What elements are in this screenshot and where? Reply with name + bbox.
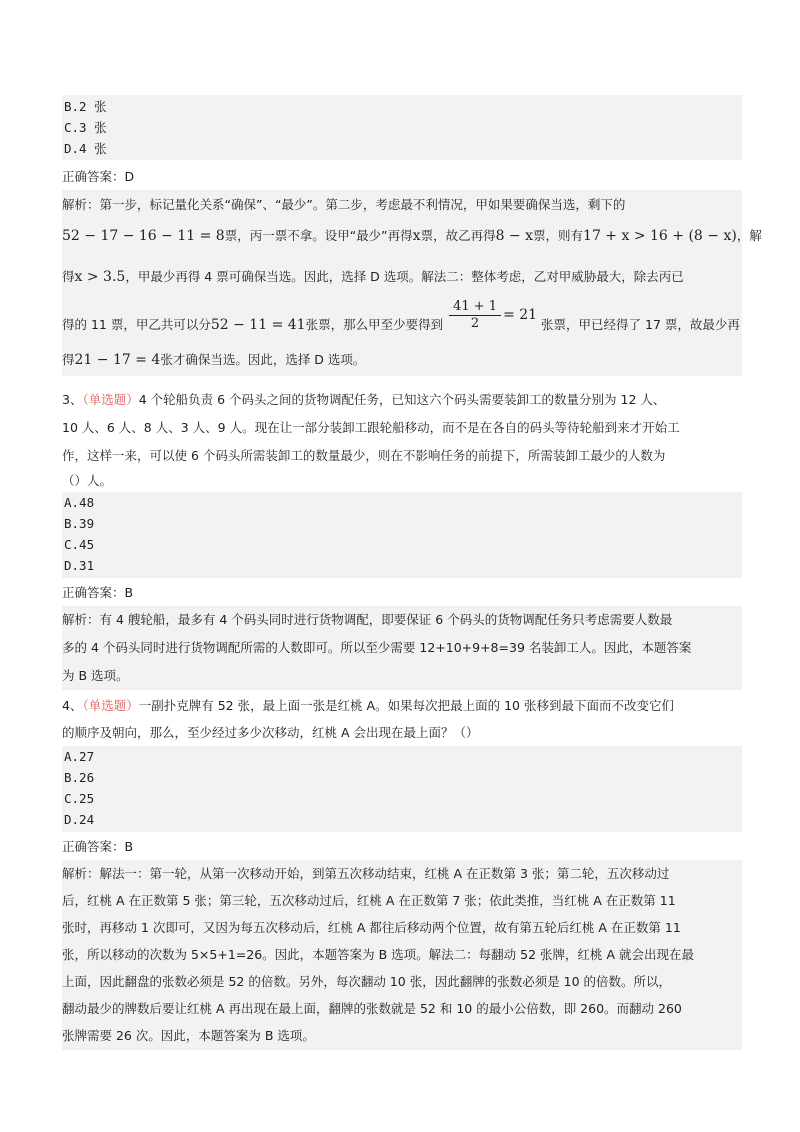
q2-analysis-line-4: 得的 11 票，甲乙共可以分52 − 11 = 41张票，那么甲至少要得到 $\frac{41 + 1}{2}$ = 21 张票，甲已经得了 17 票，故最少再 <box>62 299 740 333</box>
q4-correct-answer: 正确答案：B <box>62 839 134 854</box>
q4-option-b: B.26 <box>64 770 95 785</box>
q3-option-a: A.48 <box>64 495 95 510</box>
q2-formula-x: x <box>412 228 421 244</box>
q3-option-c: C.45 <box>64 537 95 552</box>
q4-analysis-line-4: 张，所以移动的次数为 5×5+1=26。因此，本题答案为 B 选项。解法二：每翻动 52 张牌，红桃 A 就会出现在最 <box>62 947 695 962</box>
q2-option-d: D.4 张 <box>64 141 107 156</box>
q4-number: 4、 <box>62 698 83 713</box>
q3-option-b: B.39 <box>64 516 95 531</box>
q2-formula-solution: x > 3.5 <box>74 269 126 285</box>
q3-stem-line-4: （）人。 <box>62 473 113 488</box>
q2-analysis-line-2: 52 − 17 − 16 − 11 = 8票，丙一票不拿。设甲“最少”再得x票，故乙再得8 − x票，则有17 + x > 16 + (8 − x)，解 <box>62 228 762 244</box>
q3-correct-answer: 正确答案：B <box>62 585 134 600</box>
q2-formula-needed: 21 − 17 = 4 <box>74 352 161 368</box>
q2-formula-fraction: $\frac{41 + 1}{2}$ <box>449 299 501 332</box>
q4-option-c: C.25 <box>64 791 95 806</box>
q3-analysis-line-1: 解析：有 4 艘轮船，最多有 4 个码头同时进行货物调配，即要保证 6 个码头的货物调配任务只考虑需要人数最 <box>62 612 673 627</box>
q4-analysis-line-3: 张时，再移动 1 次即可，又因为每五次移动后，红桃 A 都往后移动两个位置，故有第五轮后红桃 A 在正数第 11 <box>62 920 681 935</box>
q2-formula-inequality: 17 + x > 16 + (8 − x) <box>583 228 737 244</box>
q4-stem <box>62 692 742 746</box>
q4-analysis-line-6: 翻动最少的牌数后要让红桃 A 再出现在最上面，翻牌的张数就是 52 和 10 的最小公倍数，即 260。而翻动 260 <box>62 1001 682 1016</box>
q2-correct-answer: 正确答案：D <box>62 169 135 184</box>
q3-analysis-line-3: 为 B 选项。 <box>62 668 129 683</box>
q2-option-b: B.2 张 <box>64 99 107 114</box>
q4-analysis-line-1: 解析：解法一：第一轮，从第一次移动开始，到第五次移动结束，红桃 A 在正数第 3 张；第二轮，五次移动过 <box>62 866 670 881</box>
q3-options <box>62 492 742 578</box>
q2-options <box>62 95 742 160</box>
q4-option-a: A.27 <box>64 749 95 764</box>
document-content <box>62 95 762 1050</box>
q3-analysis-line-2: 多的 4 个码头同时进行货物调配所需的人数即可。所以至少需要 12+10+9+8=39 名装卸工人。因此，本题答案 <box>62 640 692 655</box>
q2-analysis <box>62 190 762 376</box>
q2-formula-yi: 8 − x <box>495 228 534 244</box>
q4-analysis-line-2: 后，红桃 A 在正数第 5 张；第三轮，五次移动过后，红桃 A 在正数第 7 张；依此类推，当红桃 A 在正数第 11 <box>62 893 676 908</box>
q4-analysis-line-7: 张牌需要 26 次。因此，本题答案为 B 选项。 <box>62 1028 315 1043</box>
q3-stem-line-1: 3、（单选题）4 个轮船负责 6 个码头之间的货物调配任务，已知这六个码头需要装卸工的数量分别为 12 人、 <box>62 392 666 407</box>
q3-stem <box>62 386 742 492</box>
q4-option-d: D.24 <box>64 812 95 827</box>
q3-number: 3、 <box>62 392 83 407</box>
q4-analysis-line-5: 上面，因此翻盘的张数必须是 52 的倍数。另外，每次翻动 10 张，因此翻牌的张数必须是 10 的倍数。所以， <box>62 974 672 989</box>
q2-analysis-line-1: 解析：第一步，标记量化关系“确保”、“最少”。第二步，考虑最不利情况，甲如果要确保当选，剩下的 <box>62 197 626 212</box>
q2-analysis-line-3: 得x > 3.5，甲最少再得 4 票可确保当选。因此，选择 D 选项。解法二：整体考虑，乙对甲威胁最大，除去丙已 <box>62 269 684 285</box>
q2-analysis-line-5: 得21 − 17 = 4张才确保当选。因此，选择 D 选项。 <box>62 352 366 368</box>
q2-formula-remaining: 52 − 17 − 16 − 11 = 8 <box>62 228 225 244</box>
q4-type-tag: （单选题） <box>82 698 139 713</box>
q2-option-c: C.3 张 <box>64 120 107 135</box>
q2-formula-total: 52 − 11 = 41 <box>210 317 306 333</box>
q3-stem-line-3: 作，这样一来，可以使 6 个码头所需装卸工的数量最少，则在不影响任务的前提下，所需装卸工最少的人数为 <box>62 448 666 463</box>
q4-options <box>62 746 742 832</box>
q3-type-tag: （单选题） <box>82 392 139 407</box>
q3-analysis <box>62 606 742 690</box>
q4-stem-line-2: 的顺序及朝向，那么，至少经过多少次移动，红桃 A 会出现在最上面？（） <box>62 725 479 740</box>
q4-stem-line-1: 4、（单选题）一副扑克牌有 52 张，最上面一张是红桃 A。如果每次把最上面的 10 张移到最下面而不改变它们 <box>62 698 674 713</box>
q3-stem-line-2: 10 人、6 人、8 人、3 人、9 人。现在让一部分装卸工跟轮船移动，而不是在各自的码头等待轮船到来才开始工 <box>62 420 680 435</box>
q3-option-d: D.31 <box>64 558 95 573</box>
q4-analysis <box>62 860 742 1050</box>
